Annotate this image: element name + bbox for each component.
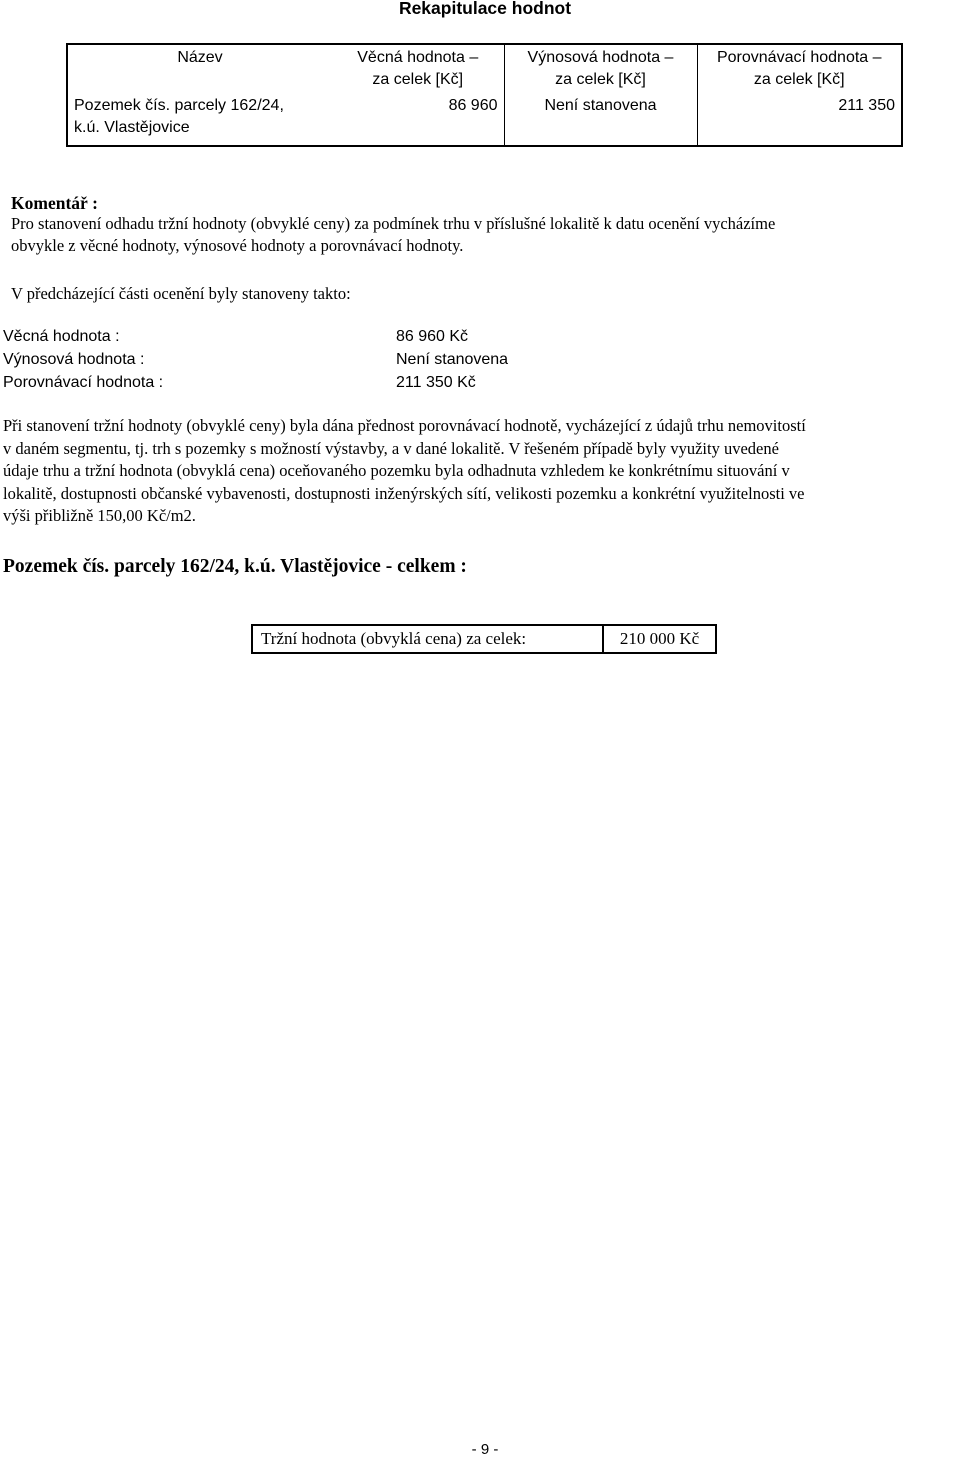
header-cost-value xyxy=(332,44,504,95)
header-income-value xyxy=(504,44,697,95)
header-name-label: Název xyxy=(177,49,223,66)
comparative-value-amount: 211 350 Kč xyxy=(396,374,476,391)
list-item xyxy=(3,348,603,371)
header-name xyxy=(67,44,332,95)
comment-title: Komentář : xyxy=(11,193,98,213)
result-line2: v daném segmentu, tj. trh s pozemky s možností výstavby, a v dané lokalitě. V řešeném případě byly využity uvedené xyxy=(3,438,779,458)
comment-text-line2: obvykle z věcné hodnoty, výnosové hodnoty a porovnávací hodnoty. xyxy=(11,236,464,255)
result-paragraph xyxy=(3,415,958,528)
summary-table xyxy=(66,43,903,147)
result-line3: údaje trhu a tržní hodnota (obvyklá cena) oceňovaného pozemku byla odhadnuta vzhledem ke konkrétnímu situování v xyxy=(3,461,790,480)
established-values-list xyxy=(3,325,603,394)
page-title: Rekapitulace hodnot xyxy=(398,0,572,18)
comparative-value-label: Porovnávací hodnota : xyxy=(3,374,164,391)
list-item xyxy=(3,371,603,394)
header-cost-line2: za celek [Kč] xyxy=(372,71,464,88)
list-item xyxy=(3,325,603,348)
row-comparative-value: 211 350 xyxy=(697,95,902,146)
market-value-label: Tržní hodnota (obvyklá cena) za celek: xyxy=(253,626,604,652)
row-name-line1: Pozemek čís. parcely 162/24, xyxy=(74,97,284,114)
section-title: Pozemek čís. parcely 162/24, k.ú. Vlastějovice - celkem : xyxy=(3,556,467,577)
row-income-value: Není stanovena xyxy=(504,95,697,146)
cost-value-label: Věcná hodnota : xyxy=(3,328,120,345)
income-value-label: Výnosová hodnota : xyxy=(3,351,145,368)
cost-value-amount: 86 960 Kč xyxy=(396,328,469,345)
market-value-box xyxy=(251,624,717,654)
market-value-amount: 210 000 Kč xyxy=(604,626,717,652)
header-comparative-value xyxy=(697,44,902,95)
result-line4: lokalitě, dostupnosti občanské vybavenosti, dostupnosti inženýrských sítí, velikosti pozemku a konkrétní využitelnosti ve xyxy=(3,483,805,503)
summary-header-row xyxy=(67,44,902,95)
header-income-line1: Výnosová hodnota – xyxy=(527,49,674,66)
result-line5: výši přibližně 150,00 Kč/m2. xyxy=(3,506,196,525)
row-name xyxy=(67,95,332,146)
page-number: - 9 - xyxy=(471,1441,499,1458)
header-cost-line1: Věcná hodnota – xyxy=(357,49,479,66)
comment-text xyxy=(11,213,951,257)
header-comparative-line1: Porovnávací hodnota – xyxy=(716,49,882,66)
header-income-line2: za celek [Kč] xyxy=(555,71,646,88)
result-line1: Při stanovení tržní hodnoty (obvyklé ceny) byla dána přednost porovnávací hodnotě, vycházející z údajů trhu nemovitostí xyxy=(3,416,806,435)
comment-intro: V předcházející části ocenění byly stanoveny takto: xyxy=(11,284,351,303)
row-name-line2: k.ú. Vlastějovice xyxy=(74,119,190,136)
row-cost-value: 86 960 xyxy=(332,95,504,146)
income-value-amount: Není stanovena xyxy=(396,351,509,368)
header-comparative-line2: za celek [Kč] xyxy=(753,71,845,88)
comment-text-line1: Pro stanovení odhadu tržní hodnoty (obvyklé ceny) za podmínek trhu v příslušné lokalitě k datu ocenění vycházíme xyxy=(11,214,776,233)
table-row xyxy=(67,95,902,146)
